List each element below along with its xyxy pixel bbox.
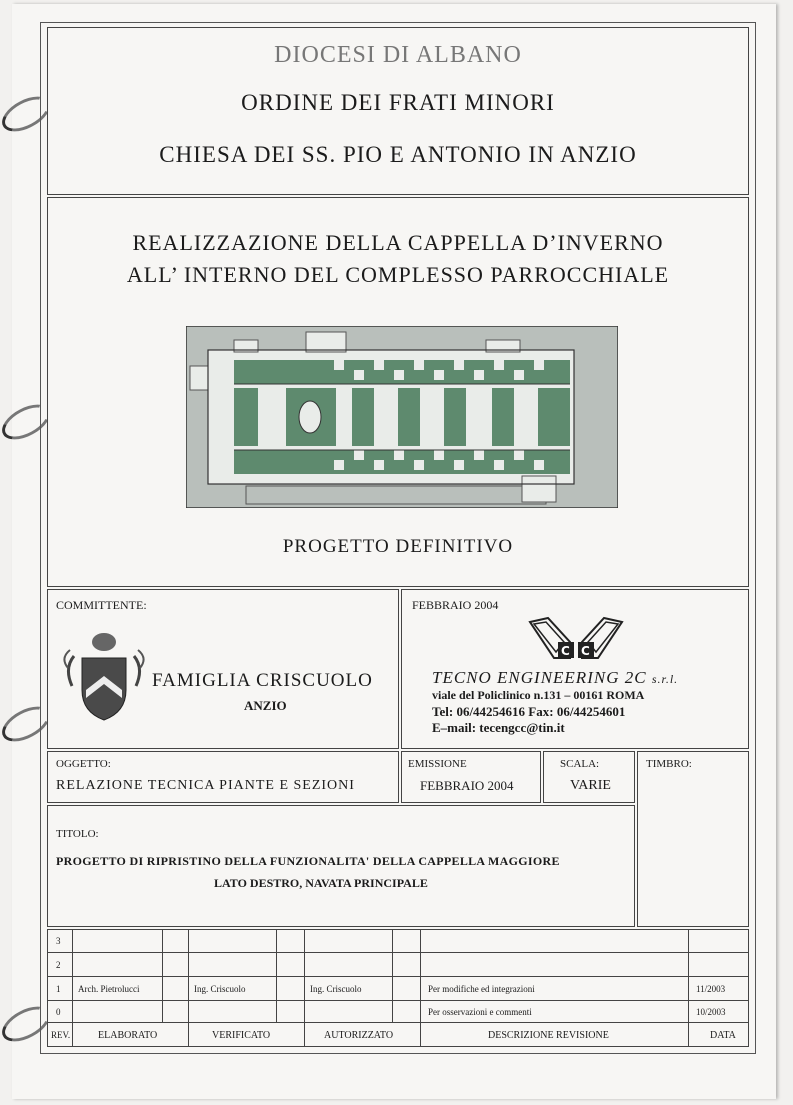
project-phase: PROGETTO DEFINITIVO: [282, 536, 514, 557]
descrizione-header: DESCRIZIONE REVISIONE: [488, 1030, 609, 1041]
rev-number: 3: [56, 936, 61, 946]
rev-number: 2: [56, 960, 61, 970]
svg-text:C: C: [581, 644, 590, 658]
emissione-box: [401, 751, 541, 803]
coat-of-arms-icon: [54, 628, 154, 724]
chiesa-title: CHIESA DEI SS. PIO E ANTONIO IN ANZIO: [159, 142, 637, 167]
data-header: DATA: [710, 1030, 736, 1041]
svg-text:C: C: [561, 644, 570, 658]
firm-box: [401, 589, 749, 749]
rev-descrizione: Per modifiche ed integrazioni: [428, 984, 535, 994]
emissione-value: FEBBRAIO 2004: [420, 778, 514, 793]
timbro-box: [637, 751, 749, 927]
oggetto-value: RELAZIONE TECNICA PIANTE E SEZIONI: [56, 778, 355, 793]
committente-box: [47, 589, 399, 749]
titolo-label: TITOLO:: [56, 828, 99, 840]
rev-autorizzato: Ing. Criscuolo: [310, 984, 362, 994]
timbro-label: TIMBRO:: [646, 758, 692, 770]
emissione-label: EMISSIONE: [408, 758, 467, 770]
verificato-header: VERIFICATO: [212, 1030, 271, 1041]
titolo-line2: LATO DESTRO, NAVATA PRINCIPALE: [214, 876, 428, 890]
rev-verificato: Ing. Criscuolo: [194, 984, 246, 994]
rev-number: 1: [56, 984, 61, 994]
floor-plan-image: [186, 326, 618, 508]
rev-data: 10/2003: [696, 1007, 726, 1017]
diocesi-title: DIOCESI DI ALBANO: [274, 42, 522, 68]
oggetto-box: [47, 751, 399, 803]
elaborato-header: ELABORATO: [98, 1030, 158, 1041]
titolo-line1: PROGETTO DI RIPRISTINO DELLA FUNZIONALITA' DELLA CAPPELLA MAGGIORE: [56, 854, 560, 868]
titolo-box: [47, 805, 635, 927]
firm-suffix: s.r.l.: [651, 672, 679, 686]
project-title-line2: ALL’ INTERNO DEL COMPLESSO PARROCCHIALE: [126, 262, 670, 287]
revision-table: [47, 929, 749, 1047]
project-box: [47, 197, 749, 587]
committente-city: ANZIO: [244, 698, 287, 713]
firm-name: TECNO ENGINEERING 2C: [432, 668, 647, 687]
autorizzato-header: AUTORIZZATO: [324, 1030, 394, 1041]
firm-email: E–mail: tecengcc@tin.it: [432, 720, 565, 735]
committente-label: COMMITTENTE:: [56, 598, 147, 612]
committente-name: FAMIGLIA CRISCUOLO: [152, 670, 373, 691]
rev-data: 11/2003: [696, 984, 726, 994]
rev-descrizione: Per osservazioni e commenti: [428, 1007, 532, 1017]
firm-date: FEBBRAIO 2004: [412, 598, 499, 612]
project-title-line1: REALIZZAZIONE DELLA CAPPELLA D’INVERNO: [132, 230, 664, 255]
tecno-engineering-logo-icon: [528, 616, 624, 660]
rev-header: REV.: [51, 1030, 71, 1040]
rev-elaborato: Arch. Pietrolucci: [78, 984, 140, 994]
firm-address: viale del Policlinico n.131 – 00161 ROMA: [432, 688, 645, 702]
firm-phone: Tel: 06/44254616 Fax: 06/44254601: [432, 704, 626, 719]
oggetto-label: OGGETTO:: [56, 758, 111, 770]
scala-box: [543, 751, 635, 803]
drawing-frame: [40, 22, 756, 1054]
header-box: [47, 27, 749, 195]
scala-value: VARIE: [570, 778, 611, 793]
ordine-title: ORDINE DEI FRATI MINORI: [241, 90, 555, 115]
scala-label: SCALA:: [560, 758, 600, 770]
rev-number: 0: [56, 1007, 61, 1017]
